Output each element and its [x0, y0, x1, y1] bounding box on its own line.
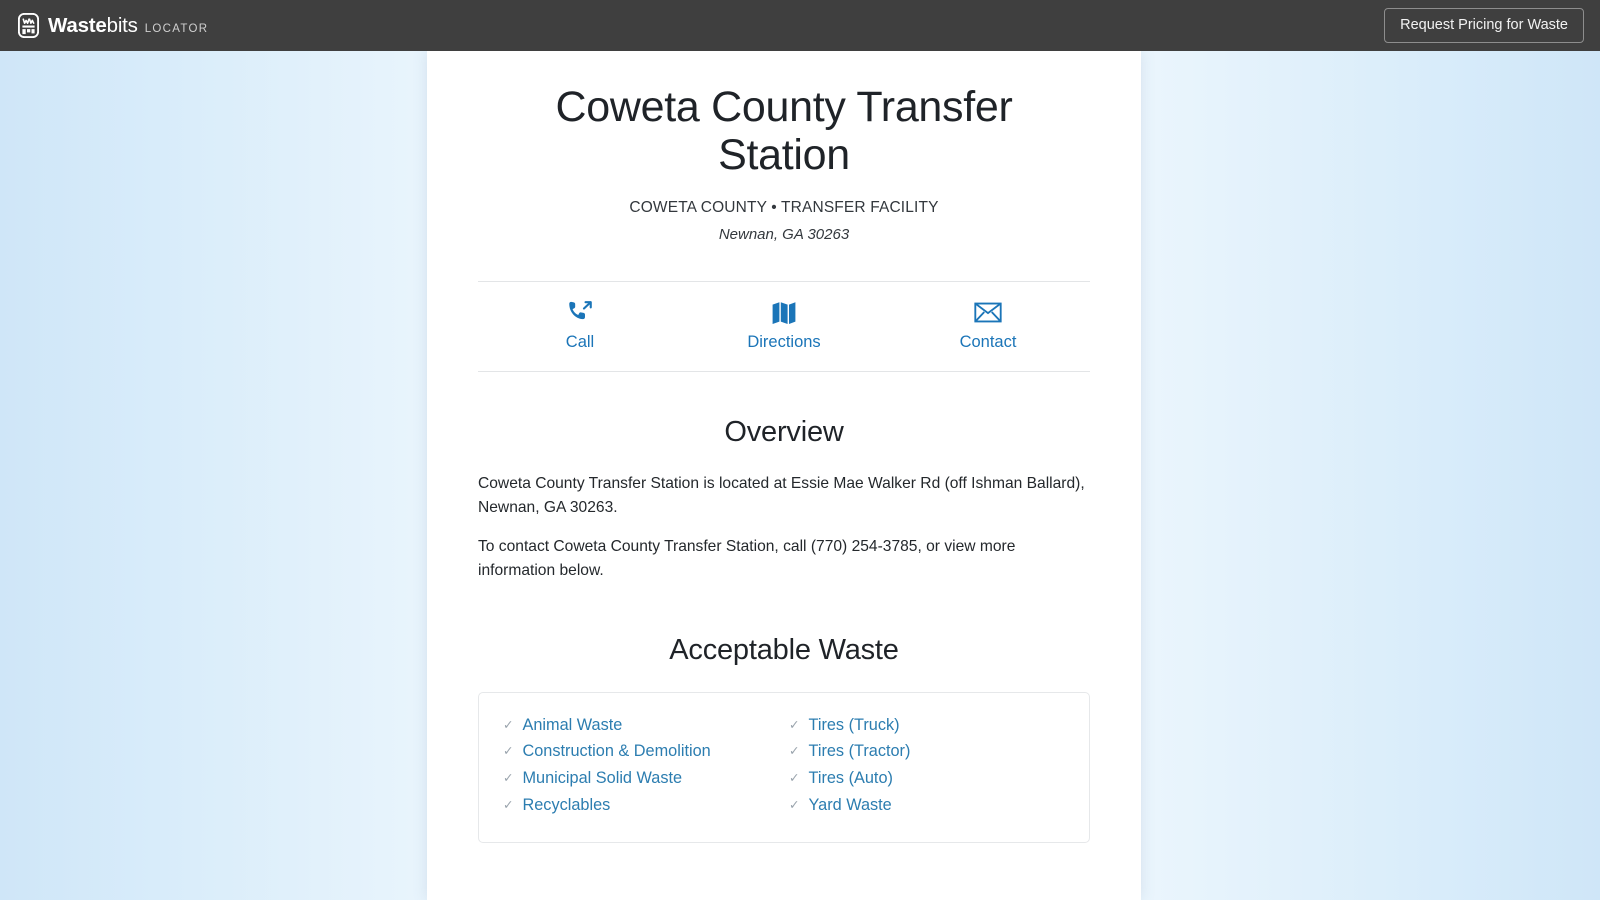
- brand-logo[interactable]: [18, 0, 208, 51]
- acceptable-waste-column-left: [503, 712, 779, 820]
- facility-category-line: COWETA COUNTY • TRANSFER FACILITY: [629, 199, 939, 217]
- overview-paragraph-2: To contact Coweta County Transfer Station, call (770) 254-3785, or view more information below.: [478, 538, 1016, 579]
- waste-item[interactable]: [503, 793, 779, 820]
- action-call-label: Call: [565, 333, 595, 352]
- acceptable-waste-card: [478, 692, 1090, 843]
- page-title: Coweta County Transfer Station: [555, 83, 1013, 179]
- content-panel: [427, 51, 1141, 900]
- waste-item-label: Municipal Solid Waste: [522, 769, 683, 788]
- waste-item[interactable]: [503, 739, 779, 766]
- check-icon: ✓: [789, 798, 800, 813]
- brand-name-secondary: bits: [106, 13, 138, 37]
- action-directions[interactable]: [682, 299, 886, 352]
- envelope-icon: [974, 299, 1002, 326]
- waste-item[interactable]: [789, 793, 1065, 820]
- check-icon: ✓: [789, 771, 800, 786]
- phone-outgoing-icon: [565, 299, 595, 326]
- waste-item[interactable]: [789, 766, 1065, 793]
- action-call[interactable]: [478, 299, 682, 352]
- overview-section: [478, 416, 1090, 582]
- waste-item-label: Construction & Demolition: [522, 742, 711, 761]
- waste-item[interactable]: [503, 766, 779, 793]
- acceptable-waste-column-right: [789, 712, 1065, 820]
- overview-heading: Overview: [724, 416, 844, 449]
- folded-map-icon: [771, 299, 797, 326]
- check-icon: ✓: [503, 798, 514, 813]
- waste-item-label: Tires (Truck): [808, 715, 900, 734]
- wastebits-bin-logo-icon: [18, 13, 39, 38]
- waste-item-label: Tires (Tractor): [808, 742, 911, 761]
- action-contact[interactable]: [886, 299, 1090, 352]
- action-directions-label: Directions: [747, 333, 821, 352]
- waste-item-label: Recyclables: [522, 796, 611, 815]
- facility-location: Newnan, GA 30263: [718, 226, 850, 244]
- brand-name-primary: Waste: [48, 13, 107, 37]
- check-icon: ✓: [503, 744, 514, 759]
- request-pricing-button[interactable]: Request Pricing for Waste: [1384, 8, 1584, 44]
- brand-product-label: LOCATOR: [144, 22, 209, 35]
- top-navigation-bar: [0, 0, 1600, 51]
- quick-actions-row: [478, 281, 1090, 372]
- waste-item[interactable]: [789, 739, 1065, 766]
- waste-item-label: Yard Waste: [808, 796, 892, 815]
- check-icon: ✓: [789, 744, 800, 759]
- check-icon: ✓: [789, 717, 800, 732]
- check-icon: ✓: [503, 771, 514, 786]
- acceptable-waste-section: [478, 634, 1090, 843]
- brand-wordmark: [48, 14, 208, 38]
- acceptable-waste-heading: Acceptable Waste: [669, 634, 899, 666]
- action-contact-label: Contact: [959, 333, 1017, 352]
- check-icon: ✓: [503, 717, 514, 732]
- waste-item-label: Animal Waste: [522, 715, 623, 734]
- waste-item-label: Tires (Auto): [808, 769, 893, 788]
- waste-item[interactable]: [789, 712, 1065, 739]
- content-inner: [478, 51, 1090, 843]
- overview-paragraph-1: Coweta County Transfer Station is located at Essie Mae Walker Rd (off Ishman Ballard), Newnan, GA 30263.: [478, 475, 1085, 516]
- waste-item[interactable]: [503, 712, 779, 739]
